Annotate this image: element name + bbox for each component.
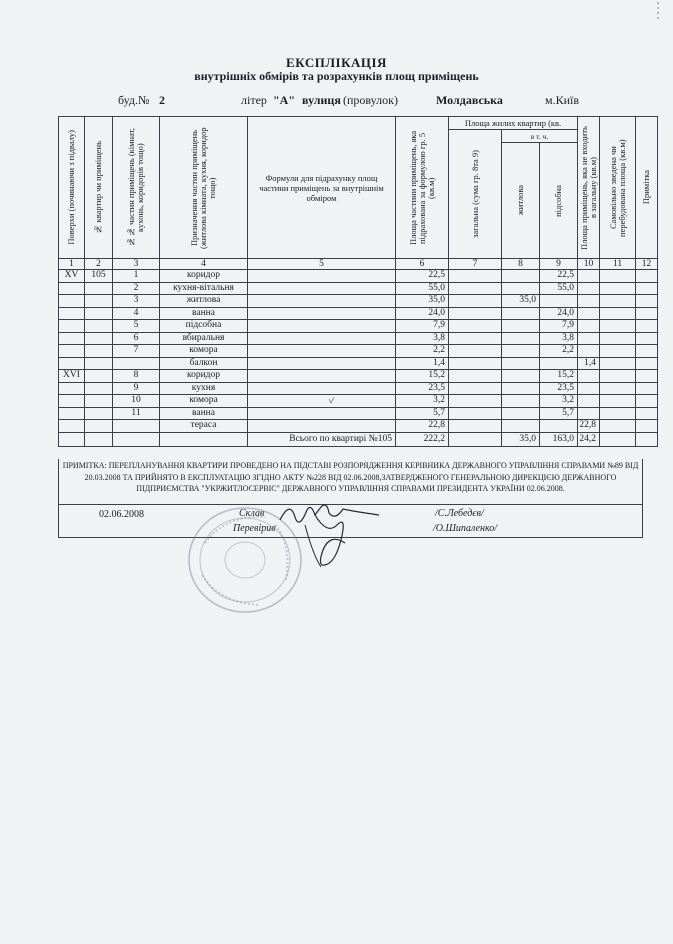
checked-by-name: /О.Шипаленко/ xyxy=(433,523,498,534)
building-label: буд.№ xyxy=(118,93,150,107)
cell-purpose: кухня-вітальня xyxy=(160,282,248,295)
header-remarks: Примітка xyxy=(636,117,658,259)
cell-area: 3,2 xyxy=(396,395,449,408)
made-by-name: /С.Лебедєв/ xyxy=(435,508,484,519)
cell-part: 3 xyxy=(113,295,160,308)
document-title: ЕКСПЛІКАЦІЯ xyxy=(286,55,387,70)
cell-purpose: підсобна xyxy=(160,320,248,333)
cell-aux: 55,0 xyxy=(540,282,578,295)
cell-area: 7,9 xyxy=(396,320,449,333)
note-line-2: 20.03.2008 ТА ПРИЙНЯТО В ЕКСПЛУАТАЦІЮ ЗГІДНО АКТУ №228 ВІД 02.06.2008,ЗАТВЕРДЖЕНОГО ГЕНЕРАЛЬНОЮ ДИРЕКЦІЄЮ ДЕРЖАВНОГО xyxy=(84,472,617,482)
total-area: 222,2 xyxy=(396,432,449,446)
cell-part: 2 xyxy=(113,282,160,295)
header-auxiliary: підсобна xyxy=(540,143,578,259)
header-including: в т. ч. xyxy=(502,130,578,143)
street-label: вулиця xyxy=(302,93,341,107)
header-part-no: №№ частин приміщень (кімнат, кухонь, коридорів тощо) xyxy=(113,117,160,259)
document-subtitle: внутрішніх обмірів та розрахунків площ приміщень xyxy=(194,69,479,83)
cell-aux: 2,2 xyxy=(540,345,578,358)
note-line-3: ПІДПРИЄМСТВА "УКРЖИТЛОСЕРВІС" ДЕРЖАВНОГО УПРАВЛІННЯ СПРАВАМИ ПРЕЗИДЕНТА УКРАЇНИ 02.06.2008. xyxy=(136,484,565,493)
cell-living: 35,0 xyxy=(502,295,540,308)
header-purpose: Призначення частин приміщень (житлова кімната, кухня, коридор тощо) xyxy=(160,117,248,259)
cell-area: 15,2 xyxy=(396,370,449,383)
liter-label: літер xyxy=(241,93,267,107)
cell-area: 22,8 xyxy=(396,420,449,433)
cell-part: 8 xyxy=(113,370,160,383)
header-excluded-area: Площа приміщень, яка не входить в загальну (кв.м) xyxy=(578,117,600,259)
cell-area: 3,8 xyxy=(396,332,449,345)
header-floors: Поверхи (починаючи з підвалу) xyxy=(59,117,85,259)
note-line-1: ПРИМІТКА: ПЕРЕПЛАНУВАННЯ КВАРТИРИ ПРОВЕДЕНО НА ПІДСТАВІ РОЗПОРЯДЖЕННЯ КЕРІВНИКА ДЕРЖАВНОГО УПРАВЛІННЯ СПРАВАМИ №89 ВІД xyxy=(62,461,639,470)
cell-excluded: 22,8 xyxy=(578,420,600,433)
cell-purpose: комора xyxy=(160,345,248,358)
cell-purpose: балкон xyxy=(160,357,248,370)
cell-aux: 15,2 xyxy=(540,370,578,383)
header-part-area: Площа частини приміщень, яка підрахована за формулою гр. 5 (кв.м) xyxy=(396,117,449,259)
cell-area: 1,4 xyxy=(396,357,449,370)
cell-aux: 23,5 xyxy=(540,382,578,395)
cell-apt: 105 xyxy=(85,270,113,283)
signature-date: 02.06.2008 xyxy=(99,509,144,520)
cell-aux: 7,9 xyxy=(540,320,578,333)
cell-excluded: 1,4 xyxy=(578,357,600,370)
header-living-area-group: Площа жилих квартир (кв. xyxy=(449,117,578,130)
cell-part: 4 xyxy=(113,307,160,320)
cell-floor: XV xyxy=(59,270,85,283)
cell-area: 55,0 xyxy=(396,282,449,295)
cell-purpose: ванна xyxy=(160,407,248,420)
liter-value: "А" xyxy=(273,93,295,107)
cell-purpose: комора xyxy=(160,395,248,408)
street-alt-label: (провулок) xyxy=(343,93,398,107)
made-by-label: Склав xyxy=(239,508,265,519)
cell-aux: 22,5 xyxy=(540,270,578,283)
cell-aux: 5,7 xyxy=(540,407,578,420)
cell-purpose: ванна xyxy=(160,307,248,320)
cell-part: 6 xyxy=(113,332,160,345)
checked-by-label: Перевірив xyxy=(233,523,276,534)
total-auxiliary: 163,0 xyxy=(540,432,578,446)
cell-purpose: житлова xyxy=(160,295,248,308)
total-label: Всього по квартирі №105 xyxy=(248,432,396,446)
street-name: Молдавська xyxy=(436,93,503,107)
cell-part: 11 xyxy=(113,407,160,420)
header-total-area: загальна (сума гр. 8та 9) xyxy=(449,130,502,259)
header-living: житлова xyxy=(502,143,540,259)
total-excluded: 24,2 xyxy=(578,432,600,446)
cell-part: 1 xyxy=(113,270,160,283)
cell-purpose: тераса xyxy=(160,420,248,433)
city: м.Київ xyxy=(545,93,580,107)
cell-area: 35,0 xyxy=(396,295,449,308)
cell-part: 7 xyxy=(113,345,160,358)
header-apartment-no: № квартир чи приміщень xyxy=(85,117,113,259)
cell-part: 5 xyxy=(113,320,160,333)
cell-area: 2,2 xyxy=(396,345,449,358)
column-numbers-row: 1 2 3 4 5 6 7 8 9 10 11 12 xyxy=(59,259,658,270)
cell-area: 5,7 xyxy=(396,407,449,420)
total-living: 35,0 xyxy=(502,432,540,446)
cell-purpose: коридор xyxy=(160,370,248,383)
cell-area: 23,5 xyxy=(396,382,449,395)
cell-part: 10 xyxy=(113,395,160,408)
building-number: 2 xyxy=(159,93,165,107)
cell-aux: 3,2 xyxy=(540,395,578,408)
cell-area: 24,0 xyxy=(396,307,449,320)
header-unauthorized-area: Самовільно зведена чи перебудована площа (кв.м) xyxy=(600,117,636,259)
cell-purpose: вбиральня xyxy=(160,332,248,345)
cell-aux: 3,8 xyxy=(540,332,578,345)
header-formulas: Формули для підрахунку площ частини приміщень за внутрішнім обміром xyxy=(248,117,396,259)
cell-aux: 24,0 xyxy=(540,307,578,320)
cell-area: 22,5 xyxy=(396,270,449,283)
cell-part: 9 xyxy=(113,382,160,395)
cell-purpose: кухня xyxy=(160,382,248,395)
cell-floor: XVI xyxy=(59,370,85,383)
cell-purpose: коридор xyxy=(160,270,248,283)
